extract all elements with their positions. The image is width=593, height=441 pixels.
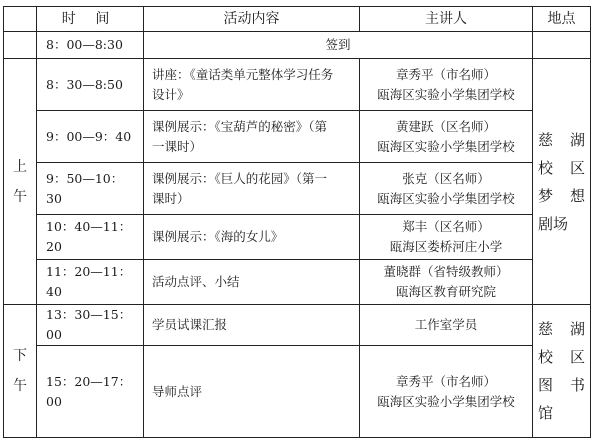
header-period-cell — [4, 7, 37, 32]
table-row — [4, 59, 591, 111]
activity-cell: 活动点评、小结 — [144, 260, 360, 305]
speaker-cell: 章秀平（市名师） 瓯海区实验小学集团学校 — [360, 59, 533, 111]
schedule-table — [3, 6, 591, 438]
header-speaker: 主讲人 — [360, 7, 533, 32]
time-cell: 11：20—11：40 — [37, 260, 144, 305]
speaker-cell: 董晓群（省特级教师） 瓯海区教育研究院 — [360, 260, 533, 305]
table-row — [4, 32, 591, 59]
blank-cell — [4, 32, 37, 59]
header-row — [4, 7, 591, 32]
time-cell: 9：00—9：40 — [37, 111, 144, 163]
speaker-cell: 郑丰（区名师） 瓯海区娄桥河庄小学 — [360, 215, 533, 260]
activity-cell: 导师点评 — [144, 346, 360, 438]
blank-cell — [533, 32, 591, 59]
table-row — [4, 305, 591, 346]
speaker-cell: 章秀平（市名师） 瓯海区实验小学集团学校 — [360, 346, 533, 438]
time-cell: 15：20—17：00 — [37, 346, 144, 438]
speaker-cell: 黄建跃（区名师） 瓯海区实验小学集团学校 — [360, 111, 533, 163]
table-row — [4, 111, 591, 163]
speaker-cell: 张克（区名师） 瓯海区实验小学集团学校 — [360, 163, 533, 215]
header-location: 地点 — [533, 7, 591, 32]
period-morning: 上 午 — [4, 59, 37, 305]
header-activity: 活动内容 — [144, 7, 360, 32]
time-cell: 13：30—15：00 — [37, 305, 144, 346]
header-time: 时间 — [37, 7, 144, 32]
period-afternoon: 下 午 — [4, 305, 37, 438]
activity-cell: 课例展示：《海的女儿》 — [144, 215, 360, 260]
activity-cell: 课例展示：《宝葫芦的秘密》（第 一课时） — [144, 111, 360, 163]
table-row — [4, 346, 591, 438]
speaker-cell: 工作室学员 — [360, 305, 533, 346]
location-afternoon: 慈 湖 校 区 图 书 馆 — [533, 305, 591, 438]
activity-cell: 签到 — [144, 32, 533, 59]
location-morning: 慈 湖 校 区 梦 想 剧场 — [533, 59, 591, 305]
table-row — [4, 163, 591, 215]
time-cell: 9：50—10：30 — [37, 163, 144, 215]
time-cell: 10：40—11：20 — [37, 215, 144, 260]
activity-cell: 课例展示：《巨人的花园》（第一 课时） — [144, 163, 360, 215]
table-row — [4, 260, 591, 305]
activity-cell: 学员试课汇报 — [144, 305, 360, 346]
time-cell: 8：00—8:30 — [37, 32, 144, 59]
activity-cell: 讲座：《童话类单元整体学习任务 设计》 — [144, 59, 360, 111]
time-cell: 8：30—8:50 — [37, 59, 144, 111]
table-row — [4, 215, 591, 260]
